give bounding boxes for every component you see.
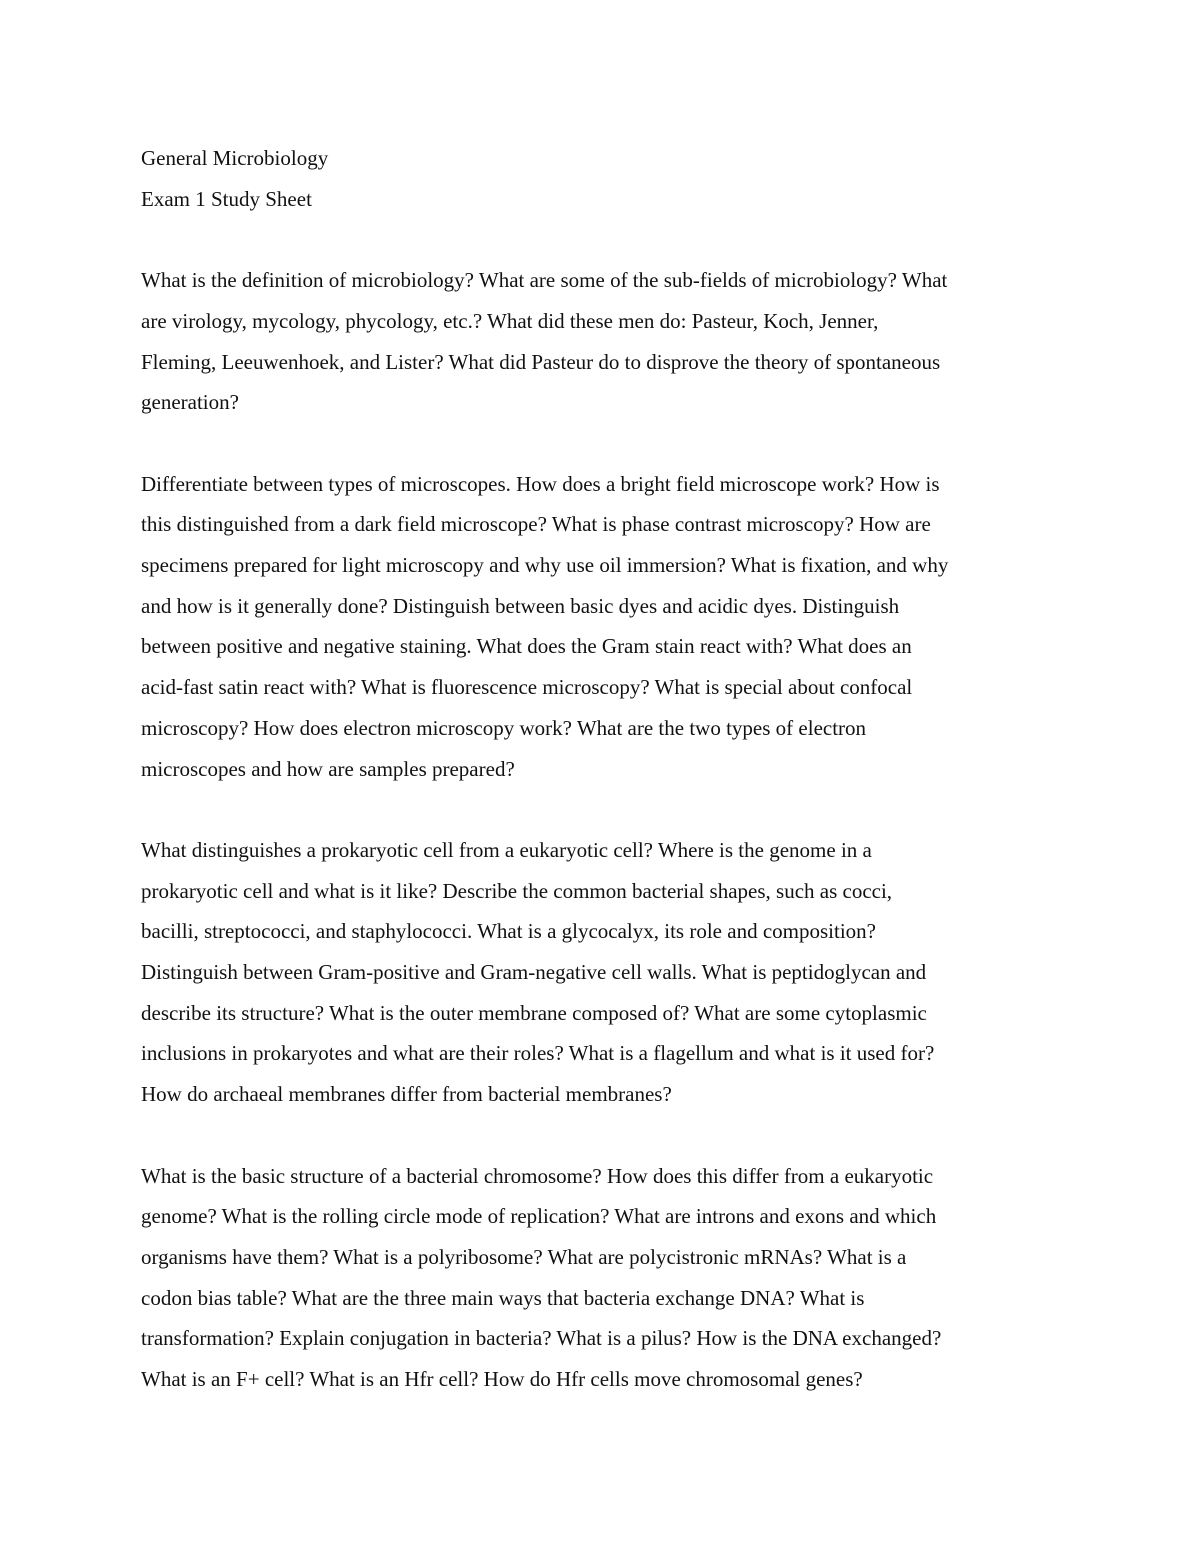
paragraph-line: What distinguishes a prokaryotic cell from a eukaryotic cell? Where is the genome in a	[141, 837, 872, 862]
paragraph-line: codon bias table? What are the three main ways that bacteria exchange DNA? What is	[141, 1285, 865, 1310]
paragraph-genetics	[141, 1156, 1066, 1400]
paragraph-line: microscopy? How does electron microscopy work? What are the two types of electron	[141, 715, 867, 740]
paragraph-spacer	[141, 789, 1066, 830]
paragraph-line: describe its structure? What is the outer membrane composed of? What are some cytoplasmic	[141, 1000, 927, 1025]
paragraph-line: How do archaeal membranes differ from bacterial membranes?	[141, 1082, 672, 1107]
paragraph-line: microscopes and how are samples prepared?	[141, 756, 515, 781]
paragraph-line: Fleming, Leeuwenhoek, and Lister? What did Pasteur do to disprove the theory of spontaneous	[141, 349, 941, 374]
sheet-title: Exam 1 Study Sheet	[141, 186, 312, 211]
paragraph-line: transformation? Explain conjugation in bacteria? What is a pilus? How is the DNA exchanged?	[141, 1326, 942, 1351]
document-page	[141, 138, 1066, 1400]
paragraph-line: bacilli, streptococci, and staphylococci. What is a glycocalyx, its role and composition?	[141, 919, 876, 944]
paragraph-line: are virology, mycology, phycology, etc.? What did these men do: Pasteur, Koch, Jenner,	[141, 308, 879, 333]
paragraph-line: generation?	[141, 390, 239, 415]
paragraph-line: prokaryotic cell and what is it like? Describe the common bacterial shapes, such as cocci,	[141, 878, 893, 903]
course-title: General Microbiology	[141, 146, 329, 170]
document-heading	[141, 138, 1066, 219]
paragraph-spacer	[141, 423, 1066, 464]
paragraph-line: between positive and negative staining. What does the Gram stain react with? What does an	[141, 634, 912, 659]
paragraph-line: inclusions in prokaryotes and what are their roles? What is a flagellum and what is it used for?	[141, 1041, 935, 1066]
paragraph-line: specimens prepared for light microscopy and why use oil immersion? What is fixation, and why	[141, 553, 949, 577]
paragraph-line: Differentiate between types of microscopes. How does a bright field microscope work? How is	[141, 471, 940, 496]
paragraph-line: acid-fast satin react with? What is fluorescence microscopy? What is special about confocal	[141, 675, 913, 700]
paragraph-line: organisms have them? What is a polyribosome? What are polycistronic mRNAs? What is a	[141, 1244, 907, 1269]
paragraph-microscopy	[141, 464, 1066, 790]
paragraph-cell-structure	[141, 830, 1066, 1115]
paragraph-line: Distinguish between Gram-positive and Gram-negative cell walls. What is peptidoglycan and	[141, 960, 927, 985]
paragraph-line: genome? What is the rolling circle mode of replication? What are introns and exons and which	[141, 1204, 937, 1229]
paragraph-spacer	[141, 1115, 1066, 1156]
paragraph-history	[141, 260, 1066, 423]
paragraph-line: and how is it generally done? Distinguish between basic dyes and acidic dyes. Distinguish	[141, 593, 900, 618]
paragraph-line: What is the definition of microbiology? What are some of the sub-fields of microbiology? What	[141, 268, 948, 293]
paragraph-line: What is the basic structure of a bacterial chromosome? How does this differ from a eukaryotic	[141, 1163, 934, 1188]
paragraph-line: this distinguished from a dark field microscope? What is phase contrast microscopy? How are	[141, 512, 931, 537]
paragraph-line: What is an F+ cell? What is an Hfr cell? How do Hfr cells move chromosomal genes?	[141, 1367, 863, 1392]
paragraph-spacer	[141, 219, 1066, 260]
